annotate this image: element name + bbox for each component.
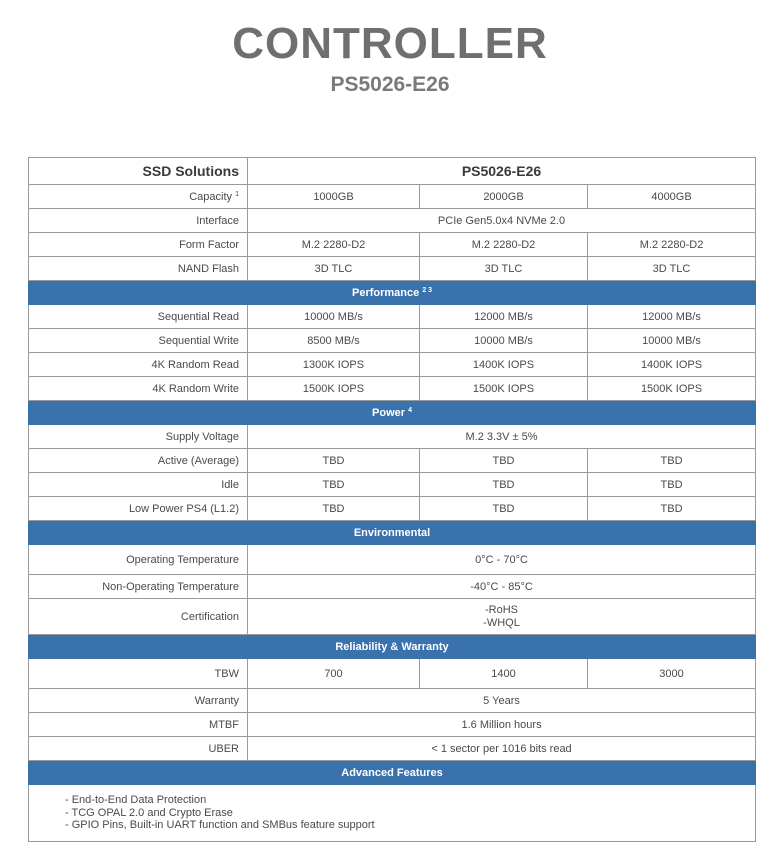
- table-row: [29, 497, 756, 521]
- table-row: [29, 305, 756, 329]
- row-label: Low Power PS4 (L1.2): [29, 497, 248, 521]
- section-title: [29, 281, 756, 305]
- table-row: [29, 473, 756, 497]
- cell: -40°C - 85°C: [248, 575, 756, 599]
- table-row: [29, 659, 756, 689]
- row-label: Non-Operating Temperature: [29, 575, 248, 599]
- cell: 3000: [588, 659, 756, 689]
- section-header-environmental: [29, 521, 756, 545]
- cell: 1.6 Million hours: [248, 713, 756, 737]
- page-subtitle: PS5026-E26: [330, 73, 450, 96]
- cell: 4000GB: [588, 185, 756, 209]
- cell: M.2 2280-D2: [588, 233, 756, 257]
- row-label: 4K Random Write: [29, 377, 248, 401]
- cell: M.2 3.3V ± 5%: [248, 425, 756, 449]
- cell: TBD: [420, 449, 588, 473]
- cell: 1500K IOPS: [420, 377, 588, 401]
- cell: TBD: [248, 449, 420, 473]
- table-row: [29, 575, 756, 599]
- header-label: SSD Solutions: [29, 158, 248, 185]
- section-title: Reliability & Warranty: [29, 635, 756, 659]
- cell: 1400: [420, 659, 588, 689]
- table-row: [29, 257, 756, 281]
- table-row: [29, 353, 756, 377]
- footnote-marker: 2 3: [422, 286, 433, 294]
- cell: 1300K IOPS: [248, 353, 420, 377]
- table-row: [29, 377, 756, 401]
- table-row: [29, 425, 756, 449]
- row-label: Operating Temperature: [29, 545, 248, 575]
- table-row: [29, 545, 756, 575]
- cell: 1000GB: [248, 185, 420, 209]
- row-label: Form Factor: [29, 233, 248, 257]
- table-row: [29, 599, 756, 635]
- cell: 700: [248, 659, 420, 689]
- section-label: Performance: [351, 286, 420, 299]
- cell: TBD: [248, 473, 420, 497]
- footnote-marker: 1: [235, 190, 239, 198]
- section-title: Advanced Features: [29, 761, 756, 785]
- features-cell: [29, 785, 756, 842]
- cell: 1500K IOPS: [588, 377, 756, 401]
- cell: 5 Years: [248, 689, 756, 713]
- cell: TBD: [588, 497, 756, 521]
- row-label: Active (Average): [29, 449, 248, 473]
- table-row: [29, 737, 756, 761]
- capacity-label: Capacity: [189, 190, 233, 203]
- feature-item: - End-to-End Data Protection: [65, 794, 207, 807]
- cell: 8500 MB/s: [248, 329, 420, 353]
- section-header-performance: [29, 281, 756, 305]
- row-label: UBER: [29, 737, 248, 761]
- cell: TBD: [420, 497, 588, 521]
- cell: 10000 MB/s: [248, 305, 420, 329]
- row-label: Warranty: [29, 689, 248, 713]
- table-header-row: [29, 158, 756, 185]
- cell: 1400K IOPS: [420, 353, 588, 377]
- table-row: [29, 185, 756, 209]
- cell: 12000 MB/s: [420, 305, 588, 329]
- table-row: [29, 713, 756, 737]
- table-row: [29, 449, 756, 473]
- cell: 0°C - 70°C: [248, 545, 756, 575]
- cell: 1500K IOPS: [248, 377, 420, 401]
- section-header-advanced: [29, 761, 756, 785]
- row-label: [29, 185, 248, 209]
- cell: 10000 MB/s: [588, 329, 756, 353]
- feature-item: - GPIO Pins, Built-in UART function and SMBus feature support: [65, 819, 375, 832]
- table-row: [29, 689, 756, 713]
- section-label: Power: [372, 406, 406, 419]
- spec-table: [28, 157, 756, 842]
- table-row: [29, 233, 756, 257]
- row-label: Sequential Read: [29, 305, 248, 329]
- cell: [248, 599, 756, 635]
- row-label: MTBF: [29, 713, 248, 737]
- cell: TBD: [588, 449, 756, 473]
- row-label: NAND Flash: [29, 257, 248, 281]
- table-row: [29, 329, 756, 353]
- table-row: [29, 209, 756, 233]
- cell: 3D TLC: [588, 257, 756, 281]
- cell: M.2 2280-D2: [420, 233, 588, 257]
- cell: PCIe Gen5.0x4 NVMe 2.0: [248, 209, 756, 233]
- cell: 12000 MB/s: [588, 305, 756, 329]
- row-label: Idle: [29, 473, 248, 497]
- section-title: [29, 401, 756, 425]
- row-label: 4K Random Read: [29, 353, 248, 377]
- section-header-power: [29, 401, 756, 425]
- row-label: Certification: [29, 599, 248, 635]
- cert-rohs: -RoHS: [485, 603, 519, 616]
- cell: 1400K IOPS: [588, 353, 756, 377]
- row-label: Interface: [29, 209, 248, 233]
- feature-item: - TCG OPAL 2.0 and Crypto Erase: [65, 806, 233, 819]
- cell: TBD: [420, 473, 588, 497]
- cert-whql: -WHQL: [483, 616, 520, 629]
- row-label: Supply Voltage: [29, 425, 248, 449]
- page-title: CONTROLLER: [232, 19, 548, 68]
- row-label: Sequential Write: [29, 329, 248, 353]
- section-title: Environmental: [29, 521, 756, 545]
- cell: 3D TLC: [248, 257, 420, 281]
- cell: 10000 MB/s: [420, 329, 588, 353]
- footnote-marker: 4: [408, 406, 412, 414]
- cell: < 1 sector per 1016 bits read: [248, 737, 756, 761]
- table-row: [29, 785, 756, 842]
- cell: TBD: [248, 497, 420, 521]
- row-label: TBW: [29, 659, 248, 689]
- cell: M.2 2280-D2: [248, 233, 420, 257]
- section-header-reliability: [29, 635, 756, 659]
- cell: 3D TLC: [420, 257, 588, 281]
- cell: 2000GB: [420, 185, 588, 209]
- cell: TBD: [588, 473, 756, 497]
- header-product: PS5026-E26: [248, 158, 756, 185]
